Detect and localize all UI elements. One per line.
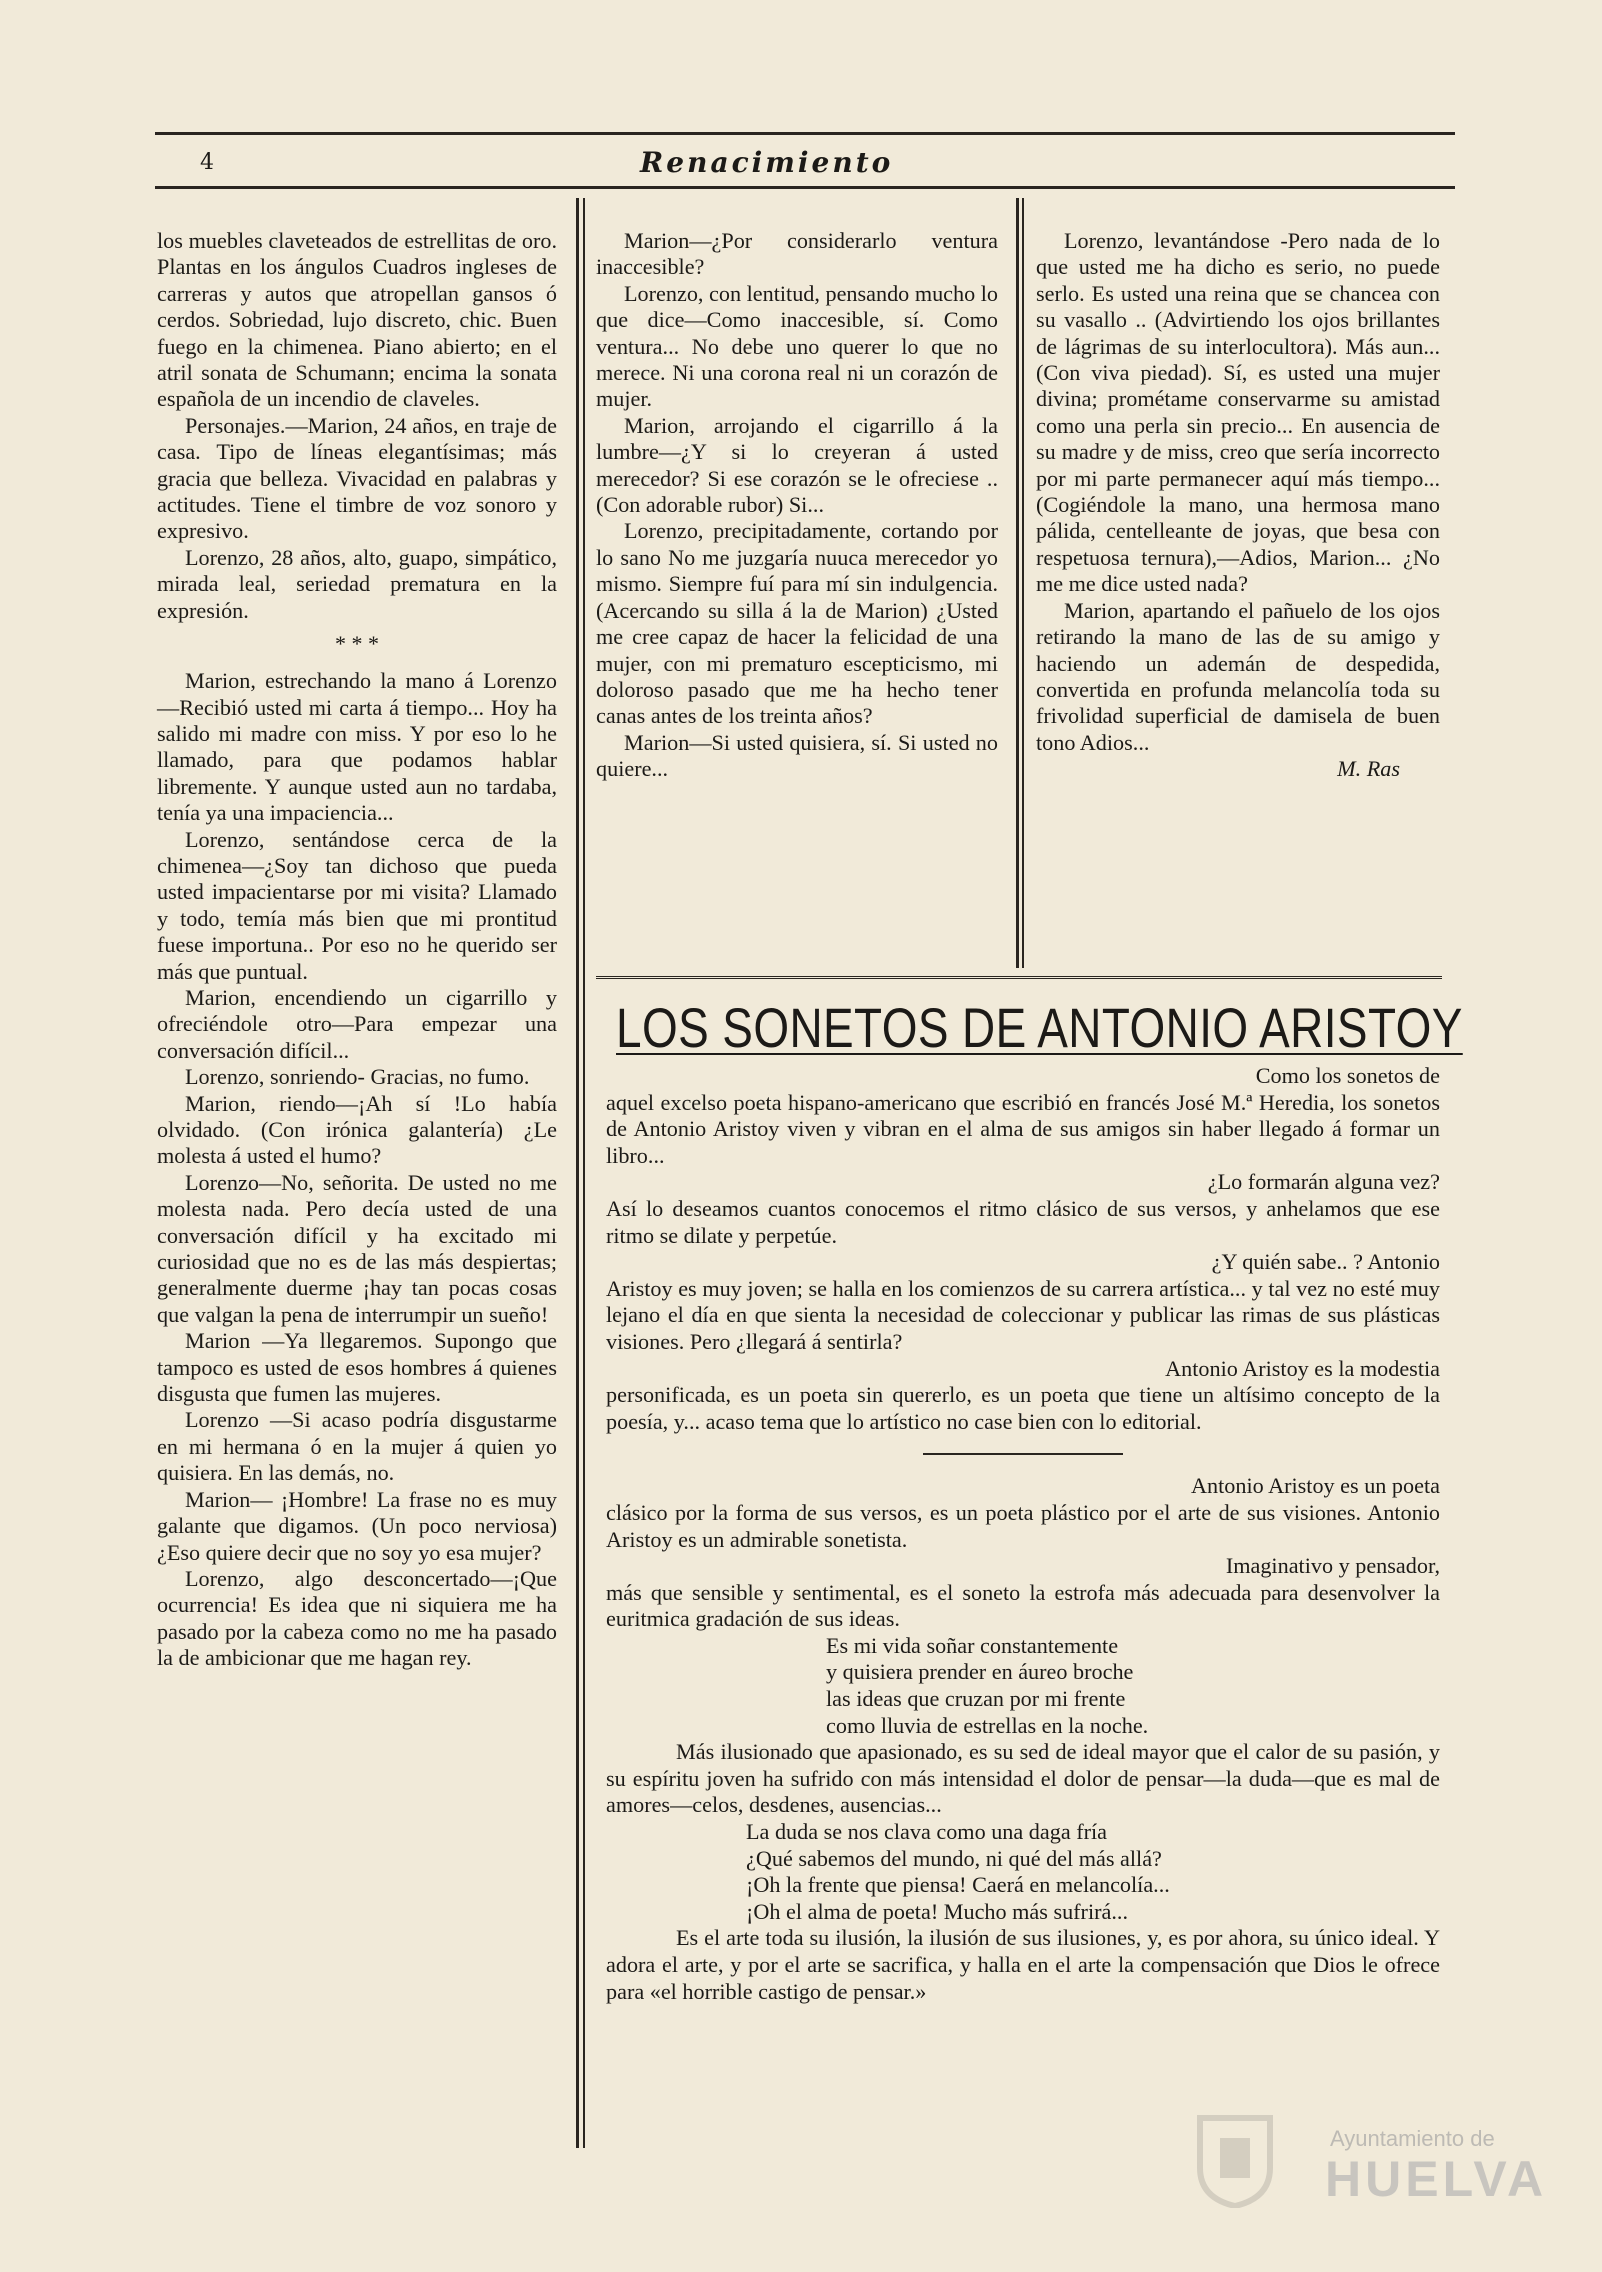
paragraph: Lorenzo —Si acaso podría disgustarme en mi hermana ó en la mujer á quien yo quisiera. En las demás, no. <box>157 1407 557 1486</box>
paragraph: Marion, apartando el pañuelo de los ojos retirando la mano de las de su amigo y haciendo un ademán de despedida, convertida en profunda melancolía toda su frivolidad superficial de damisela de buen tono Adios... <box>1036 597 1440 755</box>
paragraph: personificada, es un poeta sin quererlo, es un poeta que tiene un altísimo concepto de la poesía, y... acaso tema que lo artístico no case bien con lo editorial. <box>606 1382 1440 1434</box>
article-title-text: LOS SONETOS DE ANTONIO ARISTOY <box>616 996 1463 1059</box>
verse-line: como lluvia de estrellas en la noche. <box>826 1712 1149 1738</box>
page-number: 4 <box>200 150 214 175</box>
asterism: * * * <box>335 631 379 657</box>
paragraph: Marion—Si usted quisiera, sí. Si usted no quiere... <box>596 729 998 782</box>
article-title <box>616 995 1463 1060</box>
paragraph: Lorenzo, algo desconcertado—¡Que ocurrencia! Es idea que ni siquiera me ha pasado por la cabeza como no me ha pasado la de ambicionar que me hagan rey. <box>157 1565 557 1671</box>
paragraph: Marion, encendiendo un cigarrillo y ofreciéndole otro—Para empezar una conversación difícil... <box>157 984 557 1063</box>
paragraph: más que sensible y sentimental, es el soneto la estrofa más adecuada para desenvolver la euritmica gradación de sus ideas. <box>606 1579 1440 1632</box>
column-2 <box>596 228 998 783</box>
header-underline <box>155 186 1455 189</box>
watermark-line-1: Ayuntamiento de <box>1330 2126 1495 2151</box>
paragraph-lead: Antonio Aristoy es la modestia <box>1165 1355 1440 1381</box>
verse-line: ¿Qué sabemos del mundo, ni qué del más allá? <box>746 1845 1162 1871</box>
paragraph: los muebles claveteados de estrellitas de oro. Plantas en los ángulos Cuadros ingleses de carreras y autos que atropellan gansos ó cerdos. Sobriedad, lujo discreto, chic. Buen fuego en la chimenea. Piano abierto; en el atril sonata de Schumann; encima la sonata española de un incendio de claveles. <box>157 228 557 412</box>
paragraph-lead: ¿Y quién sabe.. ? Antonio <box>1211 1249 1440 1275</box>
column-divider-2 <box>1016 198 1019 968</box>
paragraph-lead: Imaginativo y pensador, <box>1225 1553 1440 1579</box>
paragraph: Lorenzo—No, señorita. De usted no me molesta nada. Pero decía usted de una conversación difícil y ha excitado mi curiosidad que no es de las más despiertas; generalmente duerme ¡hay tan pocas cosas que valgan la pena de interrumpir un sueño! <box>157 1169 557 1327</box>
paragraph: Lorenzo, precipitadamente, cortando por lo sano No me juzgaría nuuca merecedor yo mismo. Siempre fuí para mí sin indulgencia. (Acercando su silla á la de Marion) ¿Usted me cree capaz de hacer la felicidad de una mujer, con mi prematuro escepticismo, mi doloroso pasado que me ha hecho tener canas antes de los treinta años? <box>596 518 998 729</box>
paragraph: Así lo deseamos cuantos conocemos el ritmo clásico de sus versos, y anhelamos que ese ritmo se dilate y perpetúe. <box>606 1195 1440 1248</box>
paragraph: Aristoy es muy joven; se halla en los comienzos de su carrera artística... y tal vez no esté muy lejano el día en que sienta la necesidad de coleccionar y publicar las rimas de sus plásticas visiones. Pero ¿llegará á sentirla? <box>606 1275 1440 1354</box>
paragraph: Marion—¿Por considerarlo ventura inaccesible? <box>596 228 998 280</box>
article-separator <box>923 1453 1123 1455</box>
paragraph-lead: ¿Lo formarán alguna vez? <box>1207 1169 1440 1195</box>
paragraph: Marion, estrechando la mano á Lorenzo—Recibió usted mi carta á tiempo... Hoy ha salido mi madre con miss. Y por eso lo he llamado, para que podamos hablar libremente. Y aunque usted aun no tardaba, tenía ya una impaciencia... <box>157 668 557 826</box>
city-seal-icon <box>1190 2108 1280 2208</box>
paragraph: Marion, riendo—¡Ah sí !Lo había olvidado. (Con irónica galantería) ¿Le molesta á usted el humo? <box>157 1090 557 1169</box>
paragraph: Marion —Ya llegaremos. Supongo que tampoco es usted de esos hombres á quienes disgusta que fumen las mujeres. <box>157 1328 557 1407</box>
paragraph: Lorenzo, 28 años, alto, guapo, simpático, mirada leal, seriedad prematura en la expresión. <box>157 544 557 623</box>
verse-line: ¡Oh el alma de poeta! Mucho más sufrirá... <box>746 1898 1128 1924</box>
section-divider <box>596 976 1442 979</box>
paragraph: Lorenzo, con lentitud, pensando mucho lo que dice—Como inaccesible, sí. Como ventura... No debe uno querer lo que no merece. Ni una corona real ni un corazón de mujer. <box>596 280 999 412</box>
watermark-line-2: HUELVA <box>1325 2151 1548 2207</box>
verse-line: las ideas que cruzan por mi frente <box>826 1686 1126 1712</box>
paragraph-lead: Antonio Aristoy es un poeta <box>1191 1473 1440 1499</box>
paragraph: Marion, arrojando el cigarrillo á la lumbre—¿Y si lo creyeran á usted merecedor? Si ese corazón se le ofreciese .. (Con adorable rubor) Si... <box>596 412 998 518</box>
column-3 <box>1036 228 1440 783</box>
column-1 <box>157 228 557 1672</box>
paragraph: Personajes.—Marion, 24 años, en traje de casa. Tipo de líneas elegantísimas; más gracia que belleza. Vivacidad en palabras y actitudes. Tiene el timbre de voz sonoro y expresivo. <box>157 412 557 544</box>
verse-line: ¡Oh la frente que piensa! Caerá en melancolía... <box>746 1872 1170 1898</box>
paragraph: Es el arte toda su ilusión, la ilusión de sus ilusiones, y, es por ahora, su único ideal. Y adora el arte, y por el arte se sacrifica, y halla en el arte la compensación que Dios le ofrece para «el horrible castigo de pensar.» <box>606 1925 1440 2004</box>
header-rule <box>155 132 1455 135</box>
column-divider-1 <box>576 198 579 2148</box>
paragraph: clásico por la forma de sus versos, es un poeta plástico por el arte de sus visiones. Antonio Aristoy es un admirable sonetista. <box>606 1499 1440 1552</box>
verse-line: La duda se nos clava como una daga fría <box>746 1819 1108 1845</box>
paragraph: Lorenzo, levantándose -Pero nada de lo que usted me ha dicho es serio, no puede serlo. Es usted una reina que se chancea con su vasallo .. (Advirtiendo los ojos brillantes de lágrimas de su interlocultora). Más aun... (Con viva piedad). Sí, es usted una mujer divina; prométame conservarme su amistad como una perla sin precio... En ausencia de su madre y de miss, creo que sería incorrecto por mi parte permanecer aquí más tiempo... (Cogiéndole la mano, una hermosa mano pálida, centelleante de joyas, que besa con respetuosa ternura),—Adios, Marion... ¿No me me dice usted nada? <box>1036 228 1440 597</box>
column-divider-2b <box>1022 198 1024 968</box>
column-divider-1b <box>583 198 585 2148</box>
paragraph: aquel excelso poeta hispano-americano que escribió en francés José M.ª Heredia, los sonetos de Antonio Aristoy viven y vibran en el alma de sus amigos sin haber llegado á formar un libro... <box>606 1089 1440 1168</box>
author-signature: M. Ras <box>1337 756 1400 782</box>
verse-line: y quisiera prender en áureo broche <box>826 1659 1134 1685</box>
paragraph: Lorenzo, sonriendo- Gracias, no fumo. <box>185 1064 530 1090</box>
paragraph: Marion— ¡Hombre! La frase no es muy galante que digamos. (Un poco nerviosa) ¿Eso quiere decir que no soy yo esa mujer? <box>157 1486 557 1565</box>
paragraph-lead: Como los sonetos de <box>1255 1063 1440 1088</box>
paragraph: Lorenzo, sentándose cerca de la chimenea—¿Soy tan dichoso que pueda usted impacientarse por mi visita? Llamado y todo, temía más bien que mi prontitud fuese importuna.. Por eso no he querido ser más que puntual. <box>157 826 557 984</box>
paragraph: Más ilusionado que apasionado, es su sed de ideal mayor que el calor de su pasión, y su espíritu joven ha sufrido con más intensidad el dolor de pensar—la duda—que es mal de amores—celos, desdenes, ausencias... <box>606 1739 1440 1818</box>
masthead-title: Renacimiento <box>640 146 894 179</box>
article-body <box>606 1063 1440 2005</box>
verse-line: Es mi vida soñar constantemente <box>826 1632 1119 1658</box>
